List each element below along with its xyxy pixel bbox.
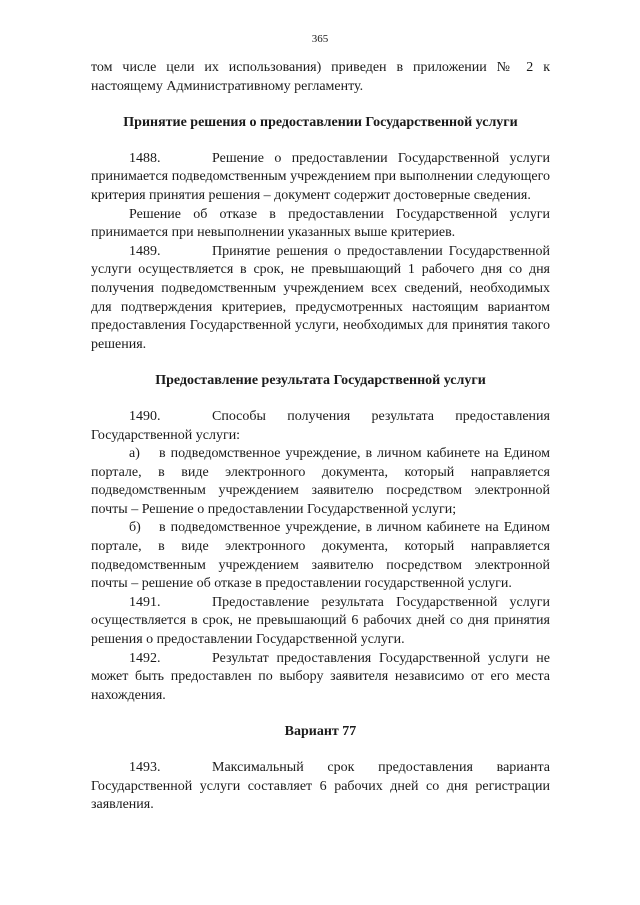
paragraph-text: Предоставление результата Государственной услуги осуществляется в срок, не превышающий 6 рабочих дней со дня принятия решения о предоставлении Государственной услуги. — [91, 594, 550, 648]
section-heading-variant: Вариант 77 — [284, 724, 357, 740]
paragraph-number: 1493. — [129, 760, 161, 775]
list-item-label: а) — [129, 446, 140, 462]
list-item-b — [91, 519, 550, 593]
section-heading-result: Предоставление результата Государственной услуги — [155, 373, 486, 389]
list-item-a — [91, 445, 550, 519]
paragraph-1489 — [91, 243, 550, 355]
paragraph-1488 — [91, 150, 550, 206]
paragraph-text: Принятие решения о предоставлении Государственной услуги осуществляется в срок, не превышающий 1 рабочего дня со дня получения подведомственным учреждением всех сведений, необходимых для подтверждения критериев, предусмотренных настоящим вариантом предоставления Государственной услуги, необходимых для принятия такого решения. — [91, 243, 550, 352]
paragraph-1491 — [91, 594, 550, 650]
paragraph-number: 1492. — [129, 650, 161, 666]
section-heading-decision: Принятие решения о предоставлении Государственной услуги — [123, 115, 518, 131]
intro-paragraph: том числе цели их использования) приведен в приложении № 2 к настоящему Административному регламенту. — [91, 60, 550, 94]
paragraph-text: Способы получения результата предоставления Государственной услуги: — [91, 408, 550, 443]
page-number: 365 — [311, 33, 329, 45]
list-item-label: б) — [129, 520, 141, 536]
paragraph-text: Результат предоставления Государственной услуги не может быть предоставлен по выбору заявителя независимо от его места нахождения. — [91, 650, 550, 703]
paragraph-text: Решение о предоставлении Государственной услуги принимается подведомственным учреждением при выполнении следующего критерия принятия решения – документ содержит достоверные сведения. — [91, 150, 550, 203]
paragraph-1493 — [91, 759, 550, 815]
paragraph-number: 1488. — [129, 150, 161, 166]
list-item-text: в подведомственное учреждение, в личном кабинете на Едином портале, в виде электронного документа, который направляется подведомственным учреждением заявителю посредством электронной почты – Решение о предоставлении Государственной услуги; — [91, 446, 550, 517]
paragraph-1492 — [91, 650, 550, 706]
paragraph-number: 1489. — [129, 243, 161, 259]
paragraph-1490 — [91, 408, 550, 445]
document-body — [91, 59, 550, 815]
paragraph-number: 1491. — [129, 594, 161, 610]
paragraph-number: 1490. — [129, 408, 161, 424]
paragraph-refusal: Решение об отказе в предоставлении Государственной услуги принимается при невыполнении указанных выше критериев. — [91, 206, 550, 241]
paragraph-text: Максимальный срок предоставления варианта Государственной услуги составляет 6 рабочих дней со дня регистрации заявления. — [91, 760, 550, 813]
list-item-text: в подведомственное учреждение, в личном кабинете на Едином портале, в виде электронного документа, который направляется подведомственным учреждением заявителю посредством электронной почты – решение об отказе в предоставлении государственной услуги. — [91, 520, 550, 592]
